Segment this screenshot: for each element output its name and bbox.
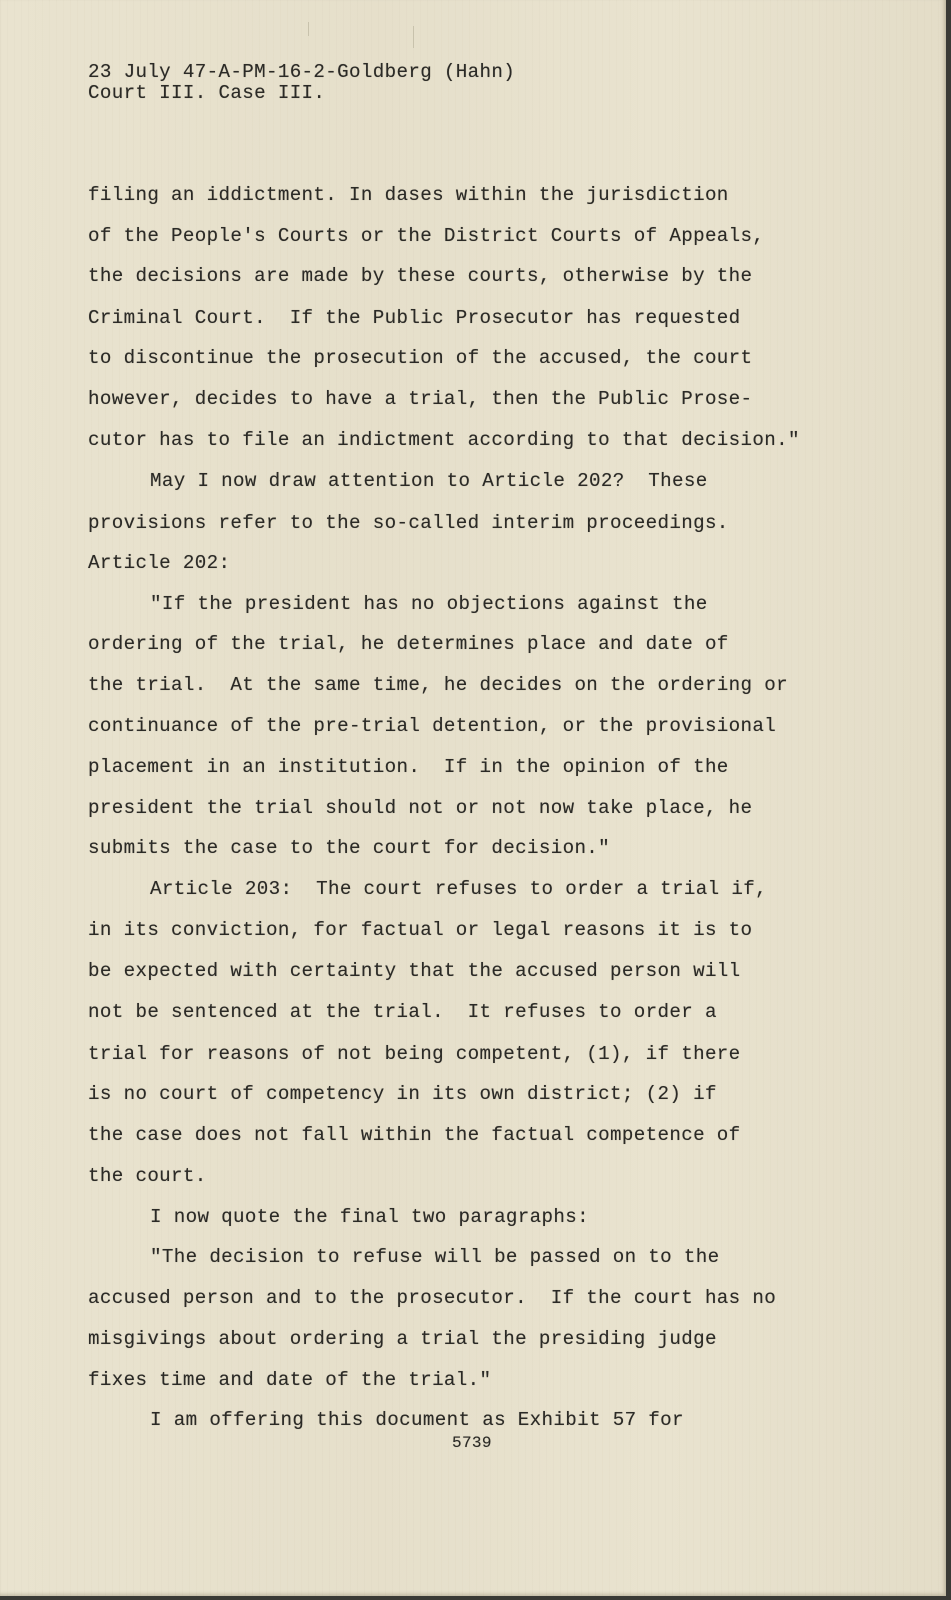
text-line: be expected with certainty that the accused person will [88,960,741,982]
text-line: Article 202: [88,552,231,574]
text-line: the court. [88,1165,207,1187]
text-line: in its conviction, for factual or legal reasons it is to [88,919,753,941]
text-line: of the People's Courts or the District Courts of Appeals, [88,225,765,247]
text-line: May I now draw attention to Article 202? These [150,470,708,492]
text-line: I am offering this document as Exhibit 57 for [150,1409,684,1431]
text-line: fixes time and date of the trial." [88,1369,492,1391]
text-line: to discontinue the prosecution of the accused, the court [88,347,753,369]
text-line: "If the president has no objections against the [150,593,708,615]
paper-crease-mark [413,26,414,48]
text-line: "The decision to refuse will be passed on to the [150,1246,720,1268]
text-line: Article 203: The court refuses to order a trial if, [150,878,767,900]
text-line: submits the case to the court for decision." [88,837,611,859]
text-line: provisions refer to the so-called interim proceedings. [88,512,729,534]
text-line: trial for reasons of not being competent, (1), if there [88,1043,741,1065]
text-line: placement in an institution. If in the opinion of the [88,756,729,778]
paper-crease-mark [308,22,309,36]
text-line: not be sentenced at the trial. It refuses to order a [88,1001,717,1023]
text-line: is no court of competency in its own district; (2) if [88,1083,717,1105]
text-line: the decisions are made by these courts, otherwise by the [88,265,753,287]
text-line: cutor has to file an indictment according to that decision." [88,429,800,451]
header-reference-line: 23 July 47-A-PM-16-2-Goldberg (Hahn) [88,61,516,83]
text-line: accused person and to the prosecutor. If the court has no [88,1287,777,1309]
text-line: ordering of the trial, he determines place and date of [88,633,729,655]
text-line: I now quote the final two paragraphs: [150,1206,589,1228]
text-line: filing an iddictment. In dases within the jurisdiction [88,184,729,206]
header-court-case-line: Court III. Case III. [88,82,326,104]
page-number: 5739 [452,1434,492,1452]
text-line: the trial. At the same time, he decides on the ordering or [88,674,788,696]
text-line: president the trial should not or not now take place, he [88,797,753,819]
text-line: misgivings about ordering a trial the presiding judge [88,1328,717,1350]
text-line: Criminal Court. If the Public Prosecutor has requested [88,307,741,329]
text-line: the case does not fall within the factual competence of [88,1124,741,1146]
text-line: continuance of the pre-trial detention, or the provisional [88,715,777,737]
text-line: however, decides to have a trial, then the Public Prose- [88,388,753,410]
